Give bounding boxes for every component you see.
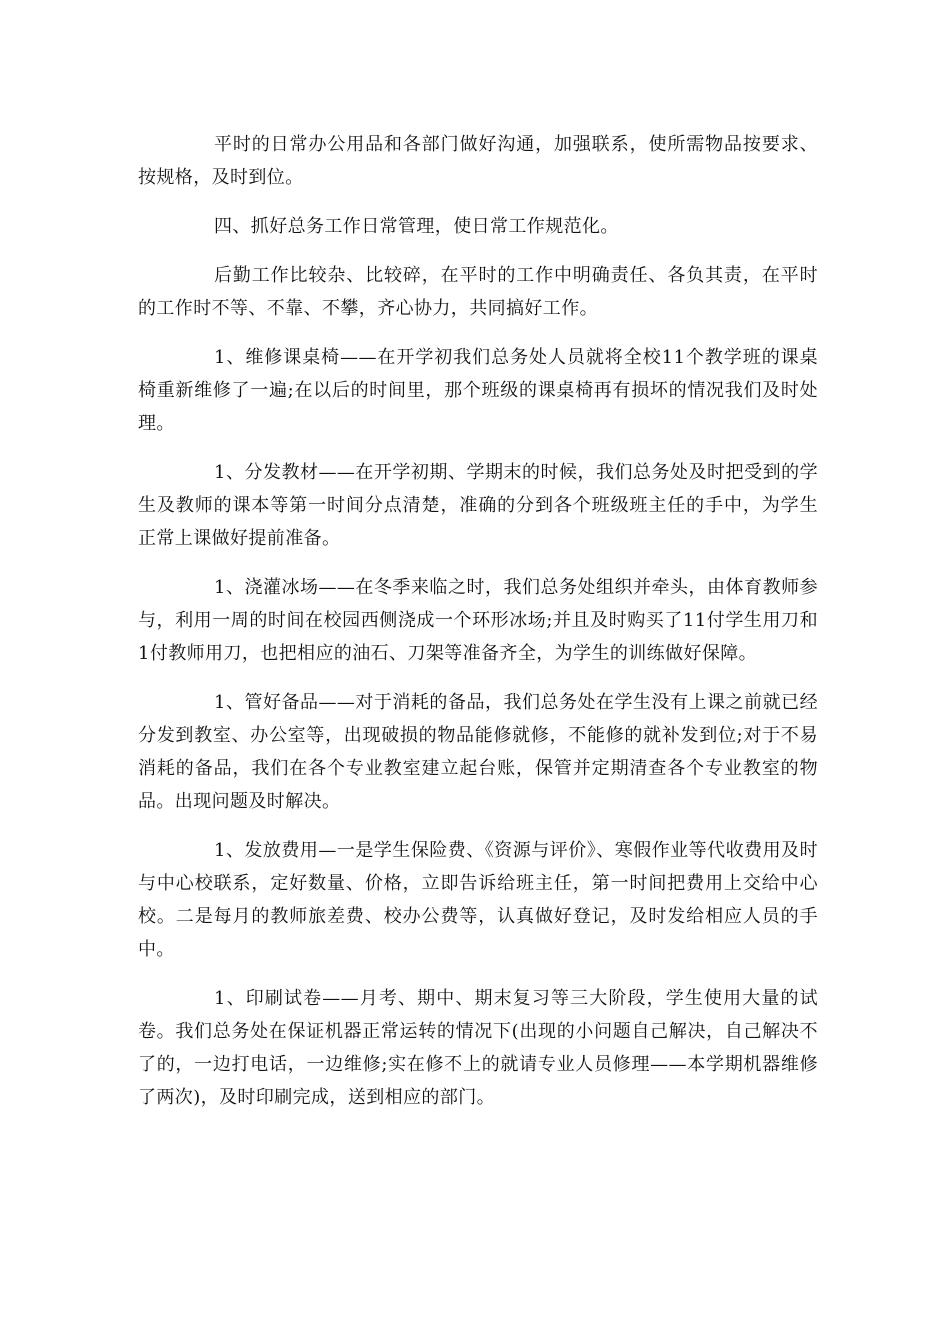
paragraph-ice-rink: 1、浇灌冰场——在冬季来临之时，我们总务处组织并牵头，由体育教师参与，利用一周的时间在校园西侧浇成一个环形冰场;并且及时购买了11付学生用刀和1付教师用刀，也把相应的油石、刀架等准备齐全，为学生的训练做好保障。 [138, 577, 818, 664]
paragraph-logistics-intro: 后勤工作比较杂、比较碎，在平时的工作中明确责任、各负其责，在平时的工作时不等、不靠、不攀，齐心协力，共同搞好工作。 [138, 265, 818, 319]
paragraph-office-supplies: 平时的日常办公用品和各部门做好沟通，加强联系，使所需物品按要求、按规格，及时到位。 [138, 134, 818, 188]
paragraph-exam-printing: 1、印刷试卷——月考、期中、期末复习等三大阶段，学生使用大量的试卷。我们总务处在保证机器正常运转的情况下(出现的小问题自己解决，自己解决不了的，一边打电话，一边维修;实在修不上的就请专业人员修理——本学期机器维修了两次)，及时印刷完成，送到相应的部门。 [138, 988, 818, 1108]
paragraph-supplies-management: 1、管好备品——对于消耗的备品，我们总务处在学生没有上课之前就已经分发到教室、办公室等，出现破损的物品能修就修，不能修的就补发到位;对于不易消耗的备品，我们在各个专业教室建立起台账，保管并定期清查各个专业教室的物品。出现问题及时解决。 [138, 692, 818, 812]
document-page [138, 128, 818, 1130]
paragraph-fee-distribution: 1、发放费用—一是学生保险费、《资源与评价》、寒假作业等代收费用及时与中心校联系，定好数量、价格，立即告诉给班主任，第一时间把费用上交给中心校。二是每月的教师旅差费、校办公费等，认真做好登记，及时发给相应人员的手中。 [138, 840, 818, 960]
paragraph-desk-repair: 1、维修课桌椅——在开学初我们总务处人员就将全校11个教学班的课桌椅重新维修了一遍;在以后的时间里，那个班级的课桌椅再有损坏的情况我们及时处理。 [138, 347, 818, 434]
paragraph-textbook-distribution: 1、分发教材——在开学初期、学期末的时候，我们总务处及时把受到的学生及教师的课本等第一时间分点清楚，准确的分到各个班级班主任的手中，为学生正常上课做好提前准备。 [138, 462, 818, 549]
paragraph-section-heading: 四、抓好总务工作日常管理，使日常工作规范化。 [214, 216, 619, 237]
